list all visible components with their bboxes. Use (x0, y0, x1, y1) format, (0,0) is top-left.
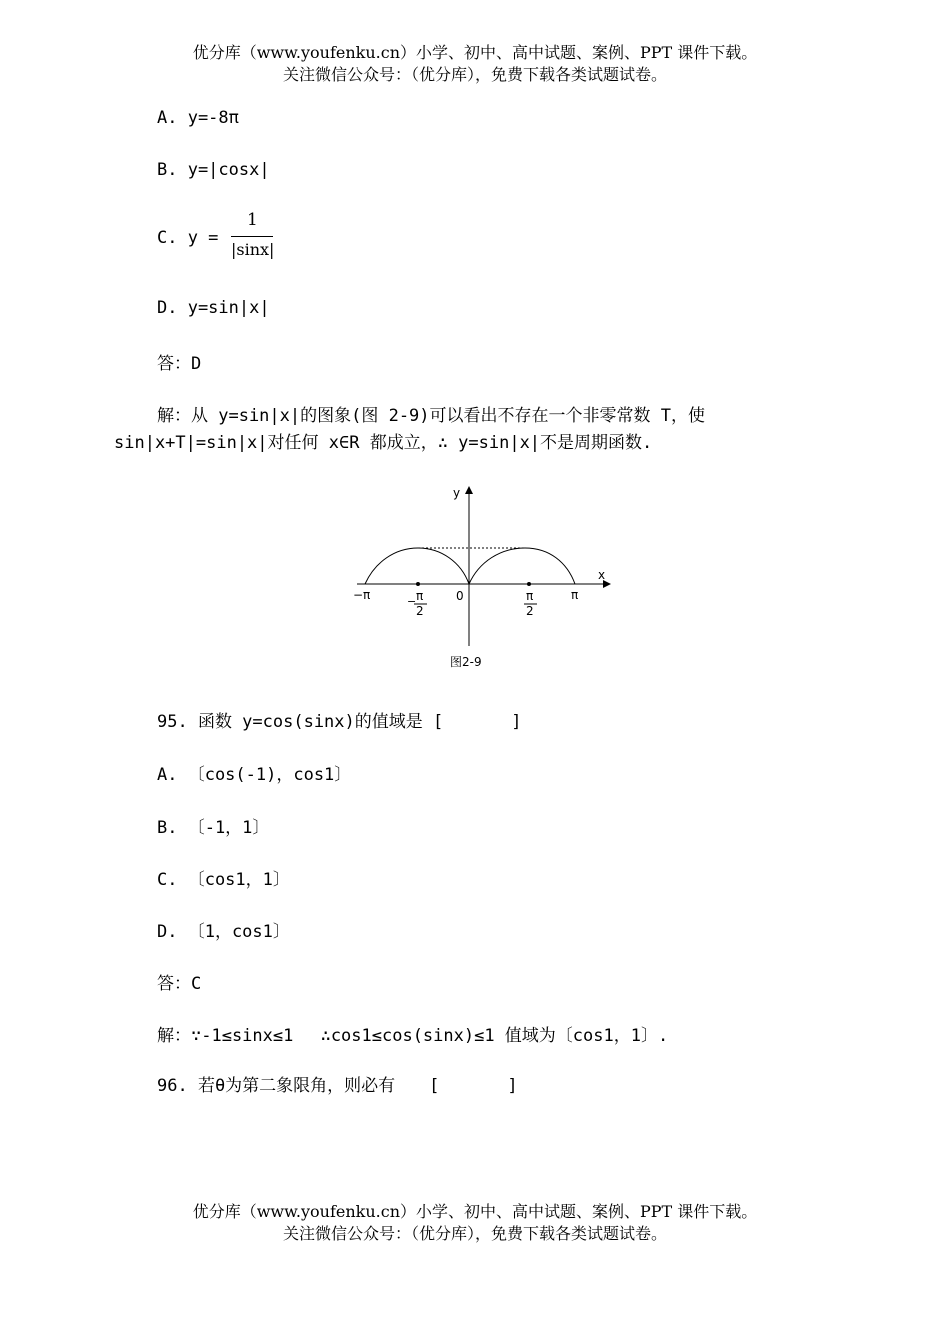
tick-label-neg-half-pi-den: 2 (416, 604, 424, 618)
q94-answer: 答：D (157, 354, 202, 374)
q95-solution: 解：∵-1≤sinx≤1 ∴cos1≤cos(sinx)≤1 值域为〔cos1，1〕. (157, 1026, 669, 1046)
q94-solution-line-2: sin|x+T|=sin|x|对任何 x∈R 都成立，∴ y=sin|x|不是周期函数. (114, 433, 653, 453)
footer-line-2: 关注微信公众号：（优分库），免费下载各类试题试卷。 (282, 1224, 667, 1243)
q95-answer: 答：C (157, 974, 202, 994)
left-arch-curve (365, 548, 469, 584)
q94-option-b: B. y=|cosx| (157, 160, 270, 180)
fraction-bar (231, 236, 273, 237)
tick-label-zero: 0 (456, 589, 464, 603)
figure-caption: 图2-9 (450, 655, 482, 669)
q95-option-b: B. 〔-1，1〕 (157, 818, 270, 838)
figure-2-9 (345, 478, 625, 673)
q95-option-c: C. 〔cos1，1〕 (157, 870, 290, 890)
y-axis-arrow (465, 486, 473, 494)
q96-stem: 96. 若θ为第二象限角，则必有 [ ] (157, 1076, 518, 1096)
right-arch-curve (469, 548, 575, 584)
header-line-2: 关注微信公众号：（优分库），免费下载各类试题试卷。 (282, 65, 667, 84)
tick-label-neg-half-pi-num: π (416, 589, 424, 603)
x-axis-label: x (598, 568, 606, 582)
q94-option-c-numerator: 1 (247, 210, 258, 230)
q94-option-d: D. y=sin|x| (157, 298, 270, 318)
footer-line-1: 优分库（www.youfenku.cn）小学、初中、高中试题、案例、PPT 课件下载。 (192, 1202, 758, 1221)
q94-option-c-label: C. y = (157, 228, 219, 248)
tick-half-pi-dot (527, 582, 531, 586)
tick-label-neg-sign: − (407, 595, 417, 608)
q94-option-a: A. y=-8π (157, 108, 239, 128)
q94-option-c-denominator: |sinx| (231, 240, 275, 259)
q95-stem: 95. 函数 y=cos(sinx)的值域是 [ ] (157, 712, 522, 732)
tick-label-neg-pi: −π (353, 588, 371, 602)
y-axis-label: y (453, 486, 461, 500)
tick-neg-half-pi-dot (416, 582, 420, 586)
q94-solution-line-1: 解：从 y=sin|x|的图象(图 2-9)可以看出不存在一个非零常数 T，使 (157, 406, 705, 426)
tick-label-half-pi-den: 2 (526, 604, 534, 618)
q95-option-d: D. 〔1，cos1〕 (157, 922, 290, 942)
q95-option-a: A. 〔cos(-1)，cos1〕 (157, 765, 352, 785)
header-line-1: 优分库（www.youfenku.cn）小学、初中、高中试题、案例、PPT 课件下载。 (192, 43, 758, 62)
tick-label-half-pi-num: π (526, 589, 534, 603)
tick-label-pi: π (571, 588, 579, 602)
